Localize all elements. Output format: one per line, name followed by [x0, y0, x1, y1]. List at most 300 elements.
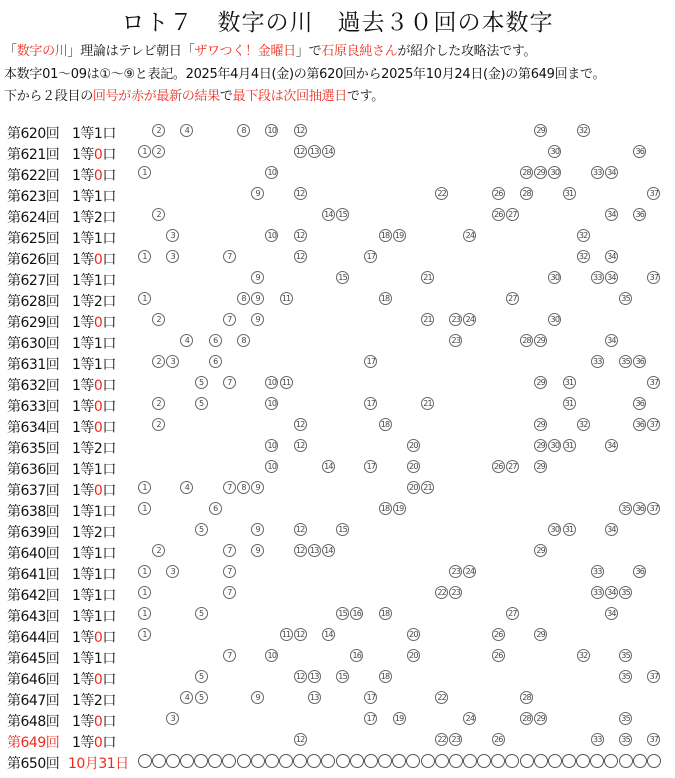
intro-text: 「: [4, 44, 17, 59]
number-ball: 30: [548, 523, 561, 536]
number-ball: 23: [449, 565, 462, 578]
number-ball: 12: [294, 733, 307, 746]
number-ball: 31: [563, 187, 576, 200]
number-ball: 12: [294, 523, 307, 536]
number-ball: 30: [548, 145, 561, 158]
number-ball: 35: [619, 292, 632, 305]
prize-label: 1等: [72, 399, 94, 415]
number-ball: 35: [619, 649, 632, 662]
prize-count: 0: [93, 168, 103, 184]
number-ball: 12: [294, 670, 307, 683]
number-ball: 1: [138, 481, 151, 494]
empty-slot-circle: [491, 754, 505, 768]
number-ball: 36: [633, 418, 646, 431]
number-ball: 3: [166, 355, 179, 368]
intro-text: です。: [346, 89, 384, 104]
first-prize-count: [72, 354, 116, 374]
draw-number: 第647回: [7, 693, 60, 709]
number-ball: 34: [605, 586, 618, 599]
number-ball: 8: [237, 124, 250, 137]
number-ball: 35: [619, 502, 632, 515]
number-ball: 14: [322, 145, 335, 158]
number-ball: 36: [633, 145, 646, 158]
number-ball: 5: [195, 607, 208, 620]
number-ball: 37: [647, 502, 660, 515]
number-ball: 33: [591, 166, 604, 179]
intro-text: 下から２段目の: [4, 89, 93, 104]
first-prize-count: [72, 144, 116, 164]
prize-count: 2: [93, 693, 103, 709]
prize-count: 1: [93, 126, 103, 142]
prize-label: 1等: [72, 210, 94, 226]
number-ball: 14: [322, 460, 335, 473]
number-ball: 7: [223, 481, 236, 494]
number-ball: 27: [506, 460, 519, 473]
prize-count: 1: [93, 567, 103, 583]
prize-label: 1等: [72, 609, 94, 625]
prize-unit: 口: [102, 525, 116, 541]
prize-count: 1: [93, 609, 103, 625]
number-ball: 18: [379, 418, 392, 431]
number-ball: 15: [336, 208, 349, 221]
first-prize-count: [72, 312, 116, 332]
number-ball: 12: [294, 229, 307, 242]
number-ball: 2: [152, 418, 165, 431]
prize-unit: 口: [102, 462, 116, 478]
number-ball: 37: [647, 187, 660, 200]
draw-number: 第622回: [7, 168, 60, 184]
empty-slot-circle: [251, 754, 265, 768]
draw-row: [0, 142, 675, 163]
prize-label: 1等: [72, 294, 94, 310]
empty-slot-circle: [647, 754, 661, 768]
draw-number: 第641回: [7, 567, 60, 583]
draw-number: 第626回: [7, 252, 60, 268]
first-prize-count: [72, 438, 116, 458]
draw-row: [0, 289, 675, 310]
draw-number: 第621回: [7, 147, 60, 163]
number-ball: 26: [492, 460, 505, 473]
number-ball: 29: [534, 124, 547, 137]
number-ball: 34: [605, 334, 618, 347]
number-ball: 35: [619, 355, 632, 368]
draw-row: [0, 415, 675, 436]
draw-row: [0, 520, 675, 541]
number-ball: 1: [138, 565, 151, 578]
empty-slot-circle: [279, 754, 293, 768]
intro-highlight: ザワつく！金曜日: [194, 44, 296, 59]
number-ball: 9: [251, 187, 264, 200]
number-ball: 22: [435, 691, 448, 704]
prize-label: 1等: [72, 714, 94, 730]
first-prize-count: [72, 564, 116, 584]
draw-number: 第644回: [7, 630, 60, 646]
prize-unit: 口: [102, 588, 116, 604]
empty-slot-circle: [194, 754, 208, 768]
number-ball: 20: [407, 439, 420, 452]
number-ball: 7: [223, 313, 236, 326]
draw-row: [0, 373, 675, 394]
number-ball: 13: [308, 691, 321, 704]
number-ball: 15: [336, 271, 349, 284]
draw-number: 第631回: [7, 357, 60, 373]
draw-number: 第628回: [7, 294, 60, 310]
number-ball: 34: [605, 607, 618, 620]
intro-text: 」理論はテレビ朝日「: [67, 44, 195, 59]
draw-number: 第633回: [7, 399, 60, 415]
number-ball: 19: [393, 712, 406, 725]
number-ball: 33: [591, 586, 604, 599]
number-ball: 24: [463, 565, 476, 578]
prize-unit: 口: [102, 378, 116, 394]
number-ball: 29: [534, 376, 547, 389]
prize-count: 0: [93, 420, 103, 436]
first-prize-count: [72, 459, 116, 479]
draw-number: 第632回: [7, 378, 60, 394]
number-ball: 18: [379, 292, 392, 305]
prize-unit: 口: [102, 315, 116, 331]
number-ball: 31: [563, 376, 576, 389]
draw-number: 第630回: [7, 336, 60, 352]
number-ball: 20: [407, 460, 420, 473]
first-prize-count: [72, 123, 116, 143]
number-ball: 12: [294, 418, 307, 431]
draw-number: 第635回: [7, 441, 60, 457]
prize-unit: 口: [102, 399, 116, 415]
number-ball: 34: [605, 271, 618, 284]
draw-number: 第625回: [7, 231, 60, 247]
empty-slot-circle: [208, 754, 222, 768]
prize-count: 0: [93, 378, 103, 394]
draw-number: 第639回: [7, 525, 60, 541]
prize-unit: 口: [102, 651, 116, 667]
first-prize-count: [72, 606, 116, 626]
first-prize-count: [72, 207, 116, 227]
empty-slot-circle: [138, 754, 152, 768]
prize-count: 1: [93, 546, 103, 562]
prize-label: 1等: [72, 525, 94, 541]
first-prize-count: [72, 585, 116, 605]
draw-row: [0, 163, 675, 184]
prize-unit: 口: [102, 168, 116, 184]
prize-unit: 口: [102, 546, 116, 562]
first-prize-count: [72, 501, 116, 521]
prize-label: 1等: [72, 651, 94, 667]
prize-label: 1等: [72, 357, 94, 373]
prize-count: 0: [93, 399, 103, 415]
prize-unit: 口: [102, 336, 116, 352]
empty-slot-circle: [152, 754, 166, 768]
number-ball: 14: [322, 208, 335, 221]
draw-row: [0, 205, 675, 226]
number-ball: 12: [294, 187, 307, 200]
number-ball: 20: [407, 649, 420, 662]
number-ball: 1: [138, 166, 151, 179]
prize-count: 0: [93, 672, 103, 688]
empty-slot-circle: [548, 754, 562, 768]
number-ball: 28: [520, 334, 533, 347]
prize-label: 1等: [72, 273, 94, 289]
number-ball: 2: [152, 145, 165, 158]
empty-slot-circle: [435, 754, 449, 768]
empty-slot-circle: [421, 754, 435, 768]
draw-row: [0, 268, 675, 289]
prize-unit: 口: [102, 252, 116, 268]
prize-count: 2: [93, 525, 103, 541]
number-ball: 23: [449, 733, 462, 746]
number-ball: 27: [506, 208, 519, 221]
page-title: ロト７ 数字の川 過去３０回の本数字: [121, 10, 554, 36]
prize-label: 1等: [72, 546, 94, 562]
draw-row: [0, 331, 675, 352]
number-ball: 15: [336, 670, 349, 683]
prize-count: 1: [93, 651, 103, 667]
draw-number: 第648回: [7, 714, 60, 730]
number-ball: 21: [421, 271, 434, 284]
number-ball: 4: [180, 481, 193, 494]
number-ball: 20: [407, 628, 420, 641]
number-ball: 9: [251, 313, 264, 326]
number-ball: 22: [435, 586, 448, 599]
number-ball: 8: [237, 334, 250, 347]
first-prize-count: [72, 522, 116, 542]
number-ball: 5: [195, 670, 208, 683]
empty-slot-circle: [463, 754, 477, 768]
prize-count: 1: [93, 504, 103, 520]
empty-slot-circle: [449, 754, 463, 768]
draw-row: [0, 394, 675, 415]
number-ball: 18: [379, 229, 392, 242]
intro-line-2: [4, 63, 605, 82]
number-ball: 18: [379, 502, 392, 515]
prize-label: 1等: [72, 630, 94, 646]
first-prize-count: [72, 480, 116, 500]
prize-label: 1等: [72, 126, 94, 142]
first-prize-count: [72, 711, 116, 731]
number-ball: 32: [577, 124, 590, 137]
number-ball: 12: [294, 439, 307, 452]
number-ball: 10: [265, 649, 278, 662]
draw-number: 第623回: [7, 189, 60, 205]
prize-count: 2: [93, 441, 103, 457]
number-ball: 2: [152, 355, 165, 368]
number-ball: 9: [251, 691, 264, 704]
number-ball: 28: [520, 166, 533, 179]
number-ball: 9: [251, 544, 264, 557]
number-ball: 33: [591, 355, 604, 368]
number-ball: 5: [195, 691, 208, 704]
draw-row: [0, 436, 675, 457]
number-ball: 2: [152, 313, 165, 326]
prize-count: 1: [93, 462, 103, 478]
number-ball: 17: [364, 460, 377, 473]
prize-label: 1等: [72, 189, 94, 205]
number-ball: 9: [251, 271, 264, 284]
number-ball: 5: [195, 523, 208, 536]
number-ball: 13: [308, 670, 321, 683]
intro-highlight: 数字の川: [16, 44, 68, 59]
draw-row: [0, 457, 675, 478]
number-ball: 28: [520, 691, 533, 704]
prize-unit: 口: [102, 231, 116, 247]
draw-number: 第636回: [7, 462, 60, 478]
number-ball: 10: [265, 229, 278, 242]
number-ball: 12: [294, 124, 307, 137]
empty-slot-circle: [180, 754, 194, 768]
number-ball: 4: [180, 691, 193, 704]
prize-count: 1: [93, 336, 103, 352]
number-ball: 21: [421, 481, 434, 494]
empty-slot-circle: [534, 754, 548, 768]
number-ball: 15: [336, 523, 349, 536]
intro-text: 」で: [295, 44, 322, 59]
number-ball: 13: [308, 145, 321, 158]
draw-row: [0, 667, 675, 688]
draw-row: [0, 226, 675, 247]
draw-number: 第627回: [7, 273, 60, 289]
empty-slot-circle: [477, 754, 491, 768]
number-ball: 17: [364, 250, 377, 263]
prize-label: 1等: [72, 462, 94, 478]
draw-number: 第637回: [7, 483, 60, 499]
prize-count: 0: [93, 252, 103, 268]
draw-number: 第624回: [7, 210, 60, 226]
number-ball: 29: [534, 460, 547, 473]
first-prize-count: [72, 165, 116, 185]
prize-unit: 口: [102, 735, 116, 751]
number-ball: 36: [633, 355, 646, 368]
number-ball: 5: [195, 397, 208, 410]
number-ball: 37: [647, 418, 660, 431]
number-ball: 12: [294, 145, 307, 158]
first-prize-count: [72, 543, 116, 563]
first-prize-count: [72, 375, 116, 395]
prize-label: 1等: [72, 672, 94, 688]
draw-number: 第634回: [7, 420, 60, 436]
prize-label: 1等: [72, 735, 94, 751]
prize-label: 1等: [72, 567, 94, 583]
number-ball: 4: [180, 334, 193, 347]
prize-count: 1: [93, 357, 103, 373]
number-ball: 35: [619, 712, 632, 725]
number-ball: 21: [421, 397, 434, 410]
number-ball: 3: [166, 229, 179, 242]
number-ball: 37: [647, 670, 660, 683]
draw-row: [0, 478, 675, 499]
number-ball: 10: [265, 124, 278, 137]
number-ball: 29: [534, 544, 547, 557]
number-ball: 5: [195, 376, 208, 389]
draw-number: 第638回: [7, 504, 60, 520]
prize-count: 0: [93, 147, 103, 163]
empty-slot-circle: [265, 754, 279, 768]
prize-unit: 口: [102, 357, 116, 373]
number-ball: 3: [166, 250, 179, 263]
draw-number: 第646回: [7, 672, 60, 688]
number-ball: 29: [534, 334, 547, 347]
draw-row: [0, 583, 675, 604]
number-ball: 6: [209, 502, 222, 515]
number-ball: 20: [407, 481, 420, 494]
intro-line-3: [4, 85, 384, 104]
number-ball: 18: [379, 670, 392, 683]
draw-row: [0, 352, 675, 373]
number-ball: 11: [280, 292, 293, 305]
number-ball: 7: [223, 544, 236, 557]
number-ball: 1: [138, 502, 151, 515]
prize-unit: 口: [102, 441, 116, 457]
number-ball: 32: [577, 649, 590, 662]
prize-label: 1等: [72, 420, 94, 436]
prize-label: 1等: [72, 378, 94, 394]
draw-row: [0, 688, 675, 709]
empty-slot-circle: [222, 754, 236, 768]
number-ball: 35: [619, 670, 632, 683]
number-ball: 34: [605, 523, 618, 536]
number-ball: 34: [605, 166, 618, 179]
empty-slot-circle: [520, 754, 534, 768]
number-ball: 7: [223, 376, 236, 389]
draw-row: [0, 604, 675, 625]
number-ball: 2: [152, 208, 165, 221]
prize-unit: 口: [102, 567, 116, 583]
number-ball: 31: [563, 523, 576, 536]
prize-label: 1等: [72, 441, 94, 457]
number-ball: 10: [265, 376, 278, 389]
number-ball: 31: [563, 439, 576, 452]
number-ball: 7: [223, 586, 236, 599]
draw-number: 第620回: [7, 126, 60, 142]
number-ball: 26: [492, 187, 505, 200]
number-ball: 26: [492, 628, 505, 641]
prize-count: 0: [93, 735, 103, 751]
intro-line-1: [4, 40, 536, 59]
number-ball: 34: [605, 208, 618, 221]
empty-slot-circle: [336, 754, 350, 768]
number-ball: 1: [138, 250, 151, 263]
number-ball: 37: [647, 733, 660, 746]
number-ball: 7: [223, 250, 236, 263]
first-prize-count: [72, 648, 116, 668]
first-prize-count: [72, 690, 116, 710]
prize-unit: 口: [102, 609, 116, 625]
number-ball: 7: [223, 565, 236, 578]
next-draw-date: 10月31日: [68, 756, 129, 772]
number-ball: 2: [152, 124, 165, 137]
number-ball: 37: [647, 271, 660, 284]
prize-count: 0: [93, 483, 103, 499]
number-ball: 36: [633, 502, 646, 515]
first-prize-count: [72, 249, 116, 269]
number-ball: 16: [350, 649, 363, 662]
number-ball: 15: [336, 607, 349, 620]
number-ball: 2: [152, 544, 165, 557]
empty-slot-circle: [392, 754, 406, 768]
number-ball: 36: [633, 397, 646, 410]
number-ball: 8: [237, 481, 250, 494]
prize-count: 1: [93, 273, 103, 289]
number-ball: 28: [520, 187, 533, 200]
prize-unit: 口: [102, 147, 116, 163]
intro-highlight: 回号が赤が最新の結果: [92, 89, 220, 104]
draw-row: [0, 730, 675, 751]
number-ball: 33: [591, 271, 604, 284]
first-prize-count: [72, 417, 116, 437]
number-ball: 19: [393, 502, 406, 515]
draw-number: 第645回: [7, 651, 60, 667]
number-ball: 12: [294, 628, 307, 641]
number-ball: 13: [308, 544, 321, 557]
